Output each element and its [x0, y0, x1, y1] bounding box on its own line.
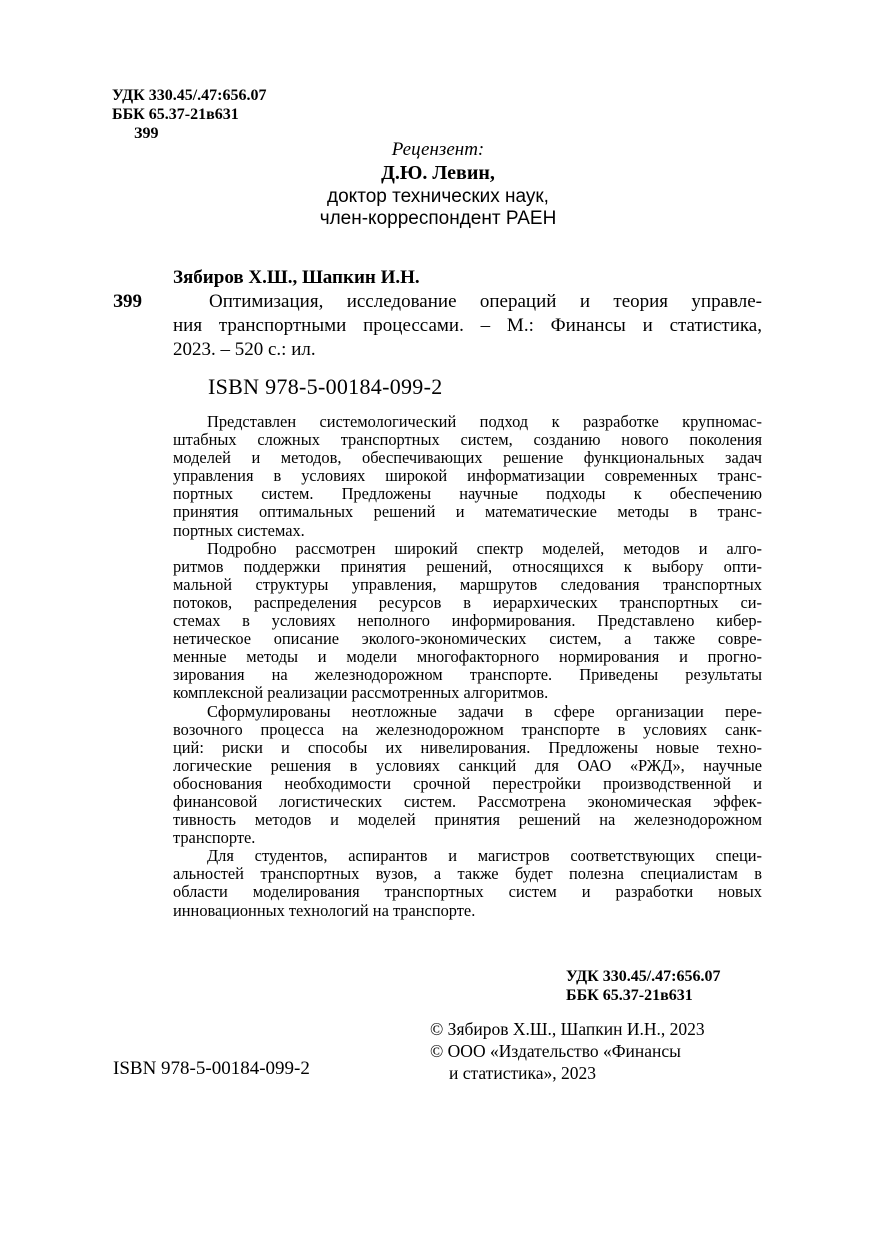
- abstract-paragraph-4: [173, 847, 762, 919]
- abstract-line: зирования на железнодорожном транспорте. Приведены результаты: [173, 666, 762, 685]
- abstract-line: портных систем. Предложены научные подходы к обеспечению: [173, 485, 762, 504]
- abstract-line: портных системах.: [173, 521, 305, 540]
- isbn-bottom: ISBN 978-5-00184-099-2: [113, 1058, 310, 1079]
- isbn-main: ISBN 978-5-00184-099-2: [208, 374, 443, 399]
- abstract-line: транспорте.: [173, 829, 256, 848]
- abstract-line: тивность методов и моделей принятия решений на железнодорожном: [173, 811, 762, 830]
- reviewer-title-line1: доктор технических наук,: [327, 186, 549, 207]
- bbk-code: ББК 65.37-21в631: [112, 106, 239, 123]
- abstract-line: управления в условиях широкой информатизации современных транс-: [173, 467, 762, 486]
- authors-heading: Зябиров Х.Ш., Шапкин И.Н.: [173, 267, 420, 288]
- reviewer-label: Рецензент:: [391, 139, 485, 160]
- classification-block-bottom: [566, 967, 721, 1005]
- abstract-paragraph-3: [173, 703, 762, 848]
- abstract-line: области моделирования транспортных систем и разработки новых: [173, 883, 762, 902]
- copyright-publisher-cont: и статистика», 2023: [449, 1063, 596, 1083]
- abstract-line: Представлен системологический подход к разработке крупномас-: [207, 413, 762, 431]
- abstract-line: обоснования необходимости срочной перестройки производственной и: [173, 774, 762, 793]
- udk-code: УДК 330.45/.47:656.07: [112, 87, 267, 104]
- abstract-line: Для студентов, аспирантов и магистров соответствующих специ-: [207, 847, 762, 866]
- reviewer-name: Д.Ю. Левин,: [381, 162, 495, 184]
- author-mark: З99: [134, 125, 159, 142]
- udk-code-bottom: УДК 330.45/.47:656.07: [566, 968, 721, 985]
- copyright-block: [430, 1018, 705, 1084]
- abstract-line: штабных сложных транспортных систем, созданию нового поколения: [173, 431, 762, 450]
- abstract-line: Подробно рассмотрен широкий спектр моделей, методов и алго-: [207, 539, 762, 558]
- copyright-publisher: © ООО «Издательство «Финансы: [430, 1041, 681, 1061]
- abstract-line: логические решения в условиях санкций для ОАО «РЖД», научные: [173, 756, 762, 775]
- abstract-line: возочного процесса на железнодорожном транспорте в условиях санк-: [173, 720, 762, 739]
- abstract-line: ритмов поддержки принятия решений, относящихся к выбору опти-: [173, 557, 762, 576]
- abstract-line: Сформулированы неотложные задачи в сфере организации пере-: [207, 702, 762, 721]
- bbk-code-bottom: ББК 65.37-21в631: [566, 987, 693, 1004]
- abstract-line: ций: риски и способы их нивелирования. Предложены новые техно-: [173, 738, 762, 757]
- biblio-line: 2023. – 520 с.: ил.: [173, 339, 316, 360]
- abstract-line: принятия оптимальных решений и математические методы в транс-: [173, 503, 762, 522]
- reviewer-title-line2: член-корреспондент РАЕН: [319, 208, 557, 229]
- biblio-line: ния транспортными процессами. – М.: Финансы и статистика,: [173, 315, 762, 336]
- abstract-paragraph-2: [173, 540, 762, 703]
- abstract-line: нетическое описание эколого-экономических систем, а также совре-: [173, 630, 762, 649]
- abstract-line: менные методы и модели многофакторного нормирования и прогно-: [173, 648, 762, 667]
- abstract-line: комплексной реализации рассмотренных алгоритмов.: [173, 684, 549, 703]
- biblio-code: З99: [113, 291, 143, 312]
- biblio-line: Оптимизация, исследование операций и теория управле-: [209, 291, 762, 312]
- abstract-line: потоков, распределения ресурсов в иерархических транспортных си-: [173, 593, 762, 612]
- abstract-line: моделей и методов, обеспечивающих решение функциональных задач: [173, 449, 762, 468]
- abstract: [173, 413, 762, 920]
- classification-block-top: [112, 86, 267, 143]
- abstract-line: стемах в условиях неполного информирования. Представлено кибер-: [173, 612, 762, 631]
- biblio-description: [173, 290, 762, 362]
- abstract-line: финансовой логистических систем. Рассмотрена экономическая эффек-: [173, 792, 762, 811]
- abstract-line: мальной структуры управления, маршрутов следования транспортных: [173, 575, 762, 594]
- copyright-authors: © Зябиров Х.Ш., Шапкин И.Н., 2023: [430, 1019, 705, 1039]
- abstract-line: альностей транспортных вузов, а также будет полезна специалистам в: [173, 865, 762, 884]
- abstract-paragraph-1: [173, 413, 762, 540]
- abstract-line: инновационных технологий на транспорте.: [173, 901, 476, 920]
